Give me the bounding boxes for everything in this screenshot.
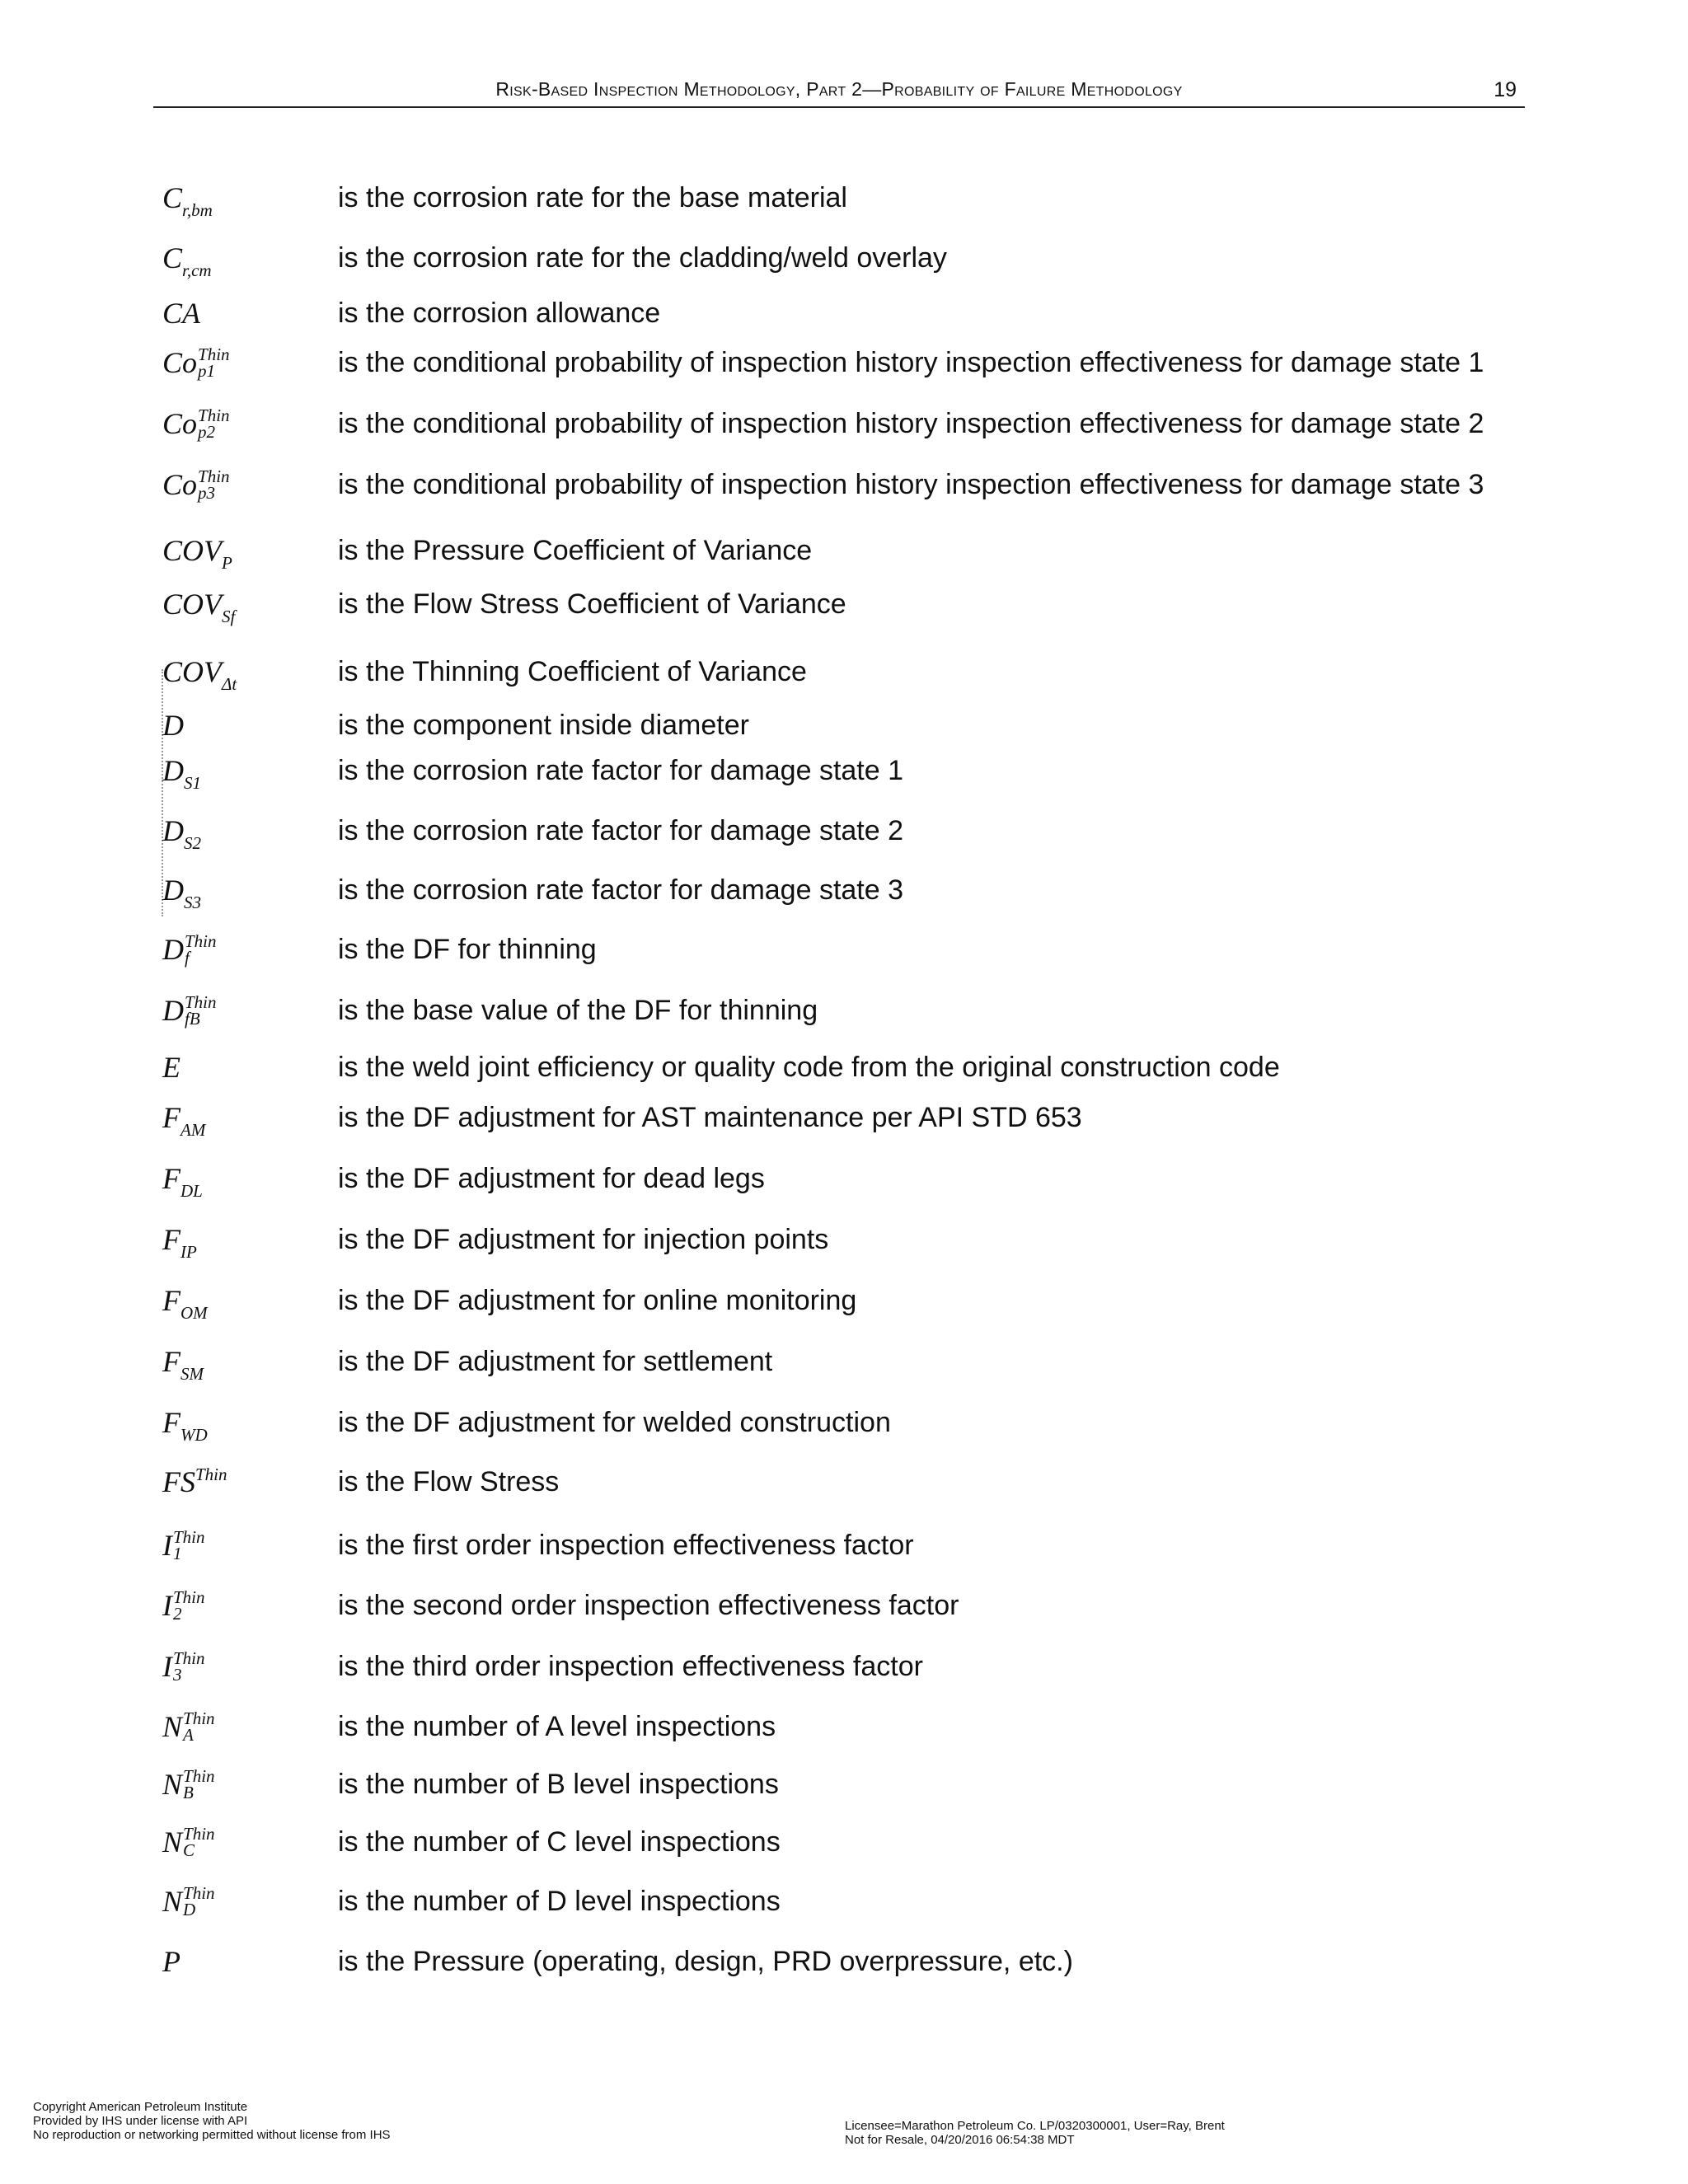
symbol-base: N	[162, 1768, 183, 1801]
symbol	[162, 701, 327, 750]
symbol-base: F	[162, 1284, 181, 1317]
definition-row	[0, 288, 1688, 338]
symbol-subscript: p1	[198, 360, 216, 381]
definition-text: is the Flow Stress Coefficient of Variance	[338, 588, 846, 620]
symbol-superscript: Thin	[173, 1647, 205, 1668]
footer-line: Provided by IHS under license with API	[33, 2114, 248, 2128]
symbol-subscript: r,cm	[182, 260, 212, 280]
definition-row	[0, 1398, 1688, 1447]
symbol	[162, 925, 327, 974]
symbol-subscript: p3	[198, 482, 216, 503]
symbol-base: D	[162, 994, 184, 1027]
symbol-base: C	[162, 181, 183, 214]
definition-text: is the conditional probability of inspection history inspection effectiveness for damage state 1	[338, 347, 1484, 378]
symbol-base: CA	[162, 297, 201, 330]
symbol	[162, 1215, 327, 1264]
symbol	[162, 1276, 327, 1325]
symbol-base: D	[162, 754, 184, 787]
symbol	[162, 1154, 327, 1203]
symbol	[162, 746, 327, 795]
footer-line: Copyright American Petroleum Institute	[33, 2100, 248, 2114]
symbol	[162, 579, 327, 629]
symbol-base: N	[162, 1710, 183, 1743]
symbol	[162, 288, 327, 338]
symbol	[162, 986, 327, 1035]
symbol-subscript: P	[222, 553, 232, 573]
symbol-base: N	[162, 1885, 183, 1918]
symbol-subscript: 1	[173, 1543, 182, 1563]
symbol-subscript: r,bm	[182, 200, 213, 220]
definition-text: is the DF adjustment for injection points	[338, 1224, 829, 1255]
symbol-scripts	[183, 1710, 215, 1743]
definition-text: is the weld joint efficiency or quality code from the original construction code	[338, 1052, 1280, 1083]
symbol-base: D	[162, 933, 184, 966]
definition-text: is the number of C level inspections	[338, 1826, 781, 1858]
definition-text: is the component inside diameter	[338, 710, 749, 741]
symbol-subscript: SM	[181, 1364, 204, 1384]
definition-text: is the Pressure (operating, design, PRD overpressure, etc.)	[338, 1946, 1073, 1977]
symbol	[162, 1093, 327, 1142]
symbol-subscript: OM	[181, 1303, 208, 1323]
symbol-subscript: Sf	[222, 607, 236, 626]
footer-line: Not for Resale, 04/20/2016 06:54:38 MDT	[845, 2133, 1075, 2147]
symbol-base: COV	[162, 534, 222, 567]
definition-text: is the base value of the DF for thinning	[338, 995, 818, 1026]
definition-row	[0, 701, 1688, 750]
symbol-subscript: fB	[185, 1008, 200, 1029]
symbol-base: F	[162, 1162, 181, 1195]
definition-row	[0, 460, 1688, 509]
symbol-subscript: D	[183, 1899, 196, 1919]
symbol-base: C	[162, 241, 183, 274]
symbol-base: Co	[162, 468, 198, 501]
definition-row	[0, 1154, 1688, 1203]
symbol-base: I	[162, 1589, 172, 1622]
page-number: 19	[1493, 78, 1517, 101]
symbol-base: F	[162, 1406, 181, 1439]
symbol	[162, 1043, 327, 1092]
symbol-subscript: IP	[181, 1242, 197, 1262]
definition-text: is the corrosion allowance	[338, 298, 661, 329]
symbol	[162, 1760, 327, 1809]
symbol	[162, 1398, 327, 1447]
symbol-scripts	[173, 1647, 205, 1685]
symbol-subscript: S2	[184, 833, 201, 853]
symbol-subscript: AM	[181, 1120, 206, 1140]
definition-text: is the conditional probability of inspection history inspection effectiveness for damage state 3	[338, 469, 1484, 500]
definition-row	[0, 806, 1688, 855]
definition-row	[0, 925, 1688, 974]
definition-row	[0, 338, 1688, 387]
symbol-scripts	[183, 1765, 215, 1802]
symbol-superscript: Thin	[198, 344, 230, 364]
symbol	[162, 338, 327, 387]
symbol	[162, 806, 327, 855]
symbol-base: E	[162, 1051, 181, 1084]
symbol-base: I	[162, 1529, 172, 1562]
symbol-base: D	[162, 874, 184, 907]
symbol	[162, 865, 327, 915]
definition-text: is the DF adjustment for welded construction	[338, 1407, 891, 1438]
definition-row	[0, 986, 1688, 1035]
definition-text: is the number of D level inspections	[338, 1886, 781, 1917]
symbol-superscript: Thin	[185, 991, 217, 1012]
definition-text: is the Thinning Coefficient of Variance	[338, 656, 807, 687]
symbol-superscript: Thin	[198, 405, 230, 425]
definition-row	[0, 746, 1688, 795]
symbol-superscript: Thin	[183, 1882, 215, 1903]
symbol	[162, 1817, 327, 1867]
definition-text: is the Flow Stress	[338, 1466, 560, 1497]
symbol-base: COV	[162, 655, 222, 688]
symbol	[162, 1702, 327, 1751]
symbol-subscript: S3	[184, 893, 201, 912]
symbol-scripts	[185, 991, 217, 1029]
definition-text: is the first order inspection effectiveness factor	[338, 1530, 914, 1561]
symbol-subscript: 2	[173, 1603, 182, 1624]
footer-line: No reproduction or networking permitted without license from IHS	[33, 2128, 391, 2142]
license-footer	[845, 2119, 1225, 2147]
running-header	[153, 78, 1525, 108]
symbol-base: I	[162, 1650, 172, 1683]
symbol-superscript: Thin	[173, 1586, 205, 1607]
symbol	[162, 1581, 327, 1630]
definition-row	[0, 579, 1688, 629]
definition-row	[0, 526, 1688, 575]
symbol-base: F	[162, 1101, 181, 1134]
definition-text: is the second order inspection effectiveness factor	[338, 1590, 959, 1621]
symbol-subscript: DL	[181, 1181, 203, 1201]
definition-row	[0, 1521, 1688, 1570]
definition-row	[0, 647, 1688, 696]
definition-row	[0, 1093, 1688, 1142]
copyright-footer	[33, 2100, 391, 2142]
symbol	[162, 1521, 327, 1570]
symbol-base: P	[162, 1945, 181, 1978]
symbol-subscript: S1	[184, 773, 201, 793]
definition-text: is the DF adjustment for AST maintenance per API STD 653	[338, 1102, 1082, 1133]
definition-row	[0, 1337, 1688, 1386]
symbol-base: Co	[162, 407, 198, 440]
definition-row	[0, 233, 1688, 283]
definition-text: is the corrosion rate for the cladding/weld overlay	[338, 242, 947, 274]
symbol	[162, 1937, 327, 1986]
symbol-scripts	[183, 1825, 215, 1858]
symbol-superscript: Thin	[183, 1708, 215, 1728]
definition-text: is the corrosion rate factor for damage state 1	[338, 755, 904, 786]
definition-row	[0, 173, 1688, 223]
symbol-subscript: p2	[198, 421, 216, 442]
symbol	[162, 233, 327, 283]
definition-text: is the number of A level inspections	[338, 1711, 776, 1742]
symbol-subscript: B	[183, 1782, 194, 1802]
definition-row	[0, 1457, 1688, 1507]
definition-row	[0, 1817, 1688, 1867]
definition-row	[0, 1877, 1688, 1926]
symbol-scripts	[173, 1586, 205, 1624]
symbol-scripts	[185, 930, 217, 968]
definition-text: is the corrosion rate for the base material	[338, 182, 847, 213]
symbol-subscript: C	[183, 1840, 195, 1860]
symbol-superscript: Thin	[183, 1765, 215, 1786]
symbol-base: COV	[162, 588, 222, 621]
symbol	[162, 1877, 327, 1926]
symbol	[162, 1337, 327, 1386]
definition-row	[0, 399, 1688, 448]
symbol-base: Co	[162, 346, 198, 379]
definition-text: is the DF for thinning	[338, 934, 597, 965]
symbol-scripts	[198, 407, 230, 440]
symbol	[162, 1457, 327, 1507]
definition-row	[0, 1581, 1688, 1630]
definition-text: is the conditional probability of inspection history inspection effectiveness for damage state 2	[338, 408, 1484, 439]
symbol-superscript: Thin	[185, 930, 217, 951]
definition-text: is the third order inspection effectiveness factor	[338, 1651, 923, 1682]
definition-text: is the DF adjustment for settlement	[338, 1346, 773, 1377]
symbol-subscript: f	[185, 947, 190, 968]
symbol-scripts	[198, 468, 230, 501]
header-title: Risk-Based Inspection Methodology, Part 2—Probability of Failure Methodology	[495, 78, 1183, 100]
definition-text: is the DF adjustment for online monitoring	[338, 1285, 857, 1316]
symbol	[162, 1642, 327, 1691]
symbol-subscript: Δt	[222, 674, 237, 694]
definition-row	[0, 865, 1688, 915]
symbol-subscript: 3	[173, 1664, 182, 1685]
symbol-superscript: Thin	[195, 1465, 227, 1484]
definition-text: is the corrosion rate factor for damage state 3	[338, 874, 904, 906]
definition-row	[0, 1043, 1688, 1092]
symbol-subscript: A	[183, 1724, 194, 1745]
symbol	[162, 647, 327, 696]
definition-row	[0, 1937, 1688, 1986]
definition-row	[0, 1760, 1688, 1809]
symbol-scripts	[183, 1882, 215, 1919]
symbol-scripts	[173, 1526, 205, 1563]
symbol	[162, 526, 327, 575]
definition-row	[0, 1215, 1688, 1264]
symbol-base: F	[162, 1223, 181, 1256]
symbol-superscript: Thin	[198, 466, 230, 486]
symbol	[162, 399, 327, 448]
definition-row	[0, 1276, 1688, 1325]
definition-text: is the Pressure Coefficient of Variance	[338, 535, 813, 566]
definition-row	[0, 1702, 1688, 1751]
symbol	[162, 460, 327, 509]
definition-text: is the number of B level inspections	[338, 1769, 779, 1800]
symbol-base: F	[162, 1345, 181, 1378]
footer-line: Licensee=Marathon Petroleum Co. LP/0320300001, User=Ray, Brent	[845, 2119, 1225, 2133]
definition-text: is the DF adjustment for dead legs	[338, 1163, 765, 1194]
symbol-subscript: WD	[181, 1425, 208, 1445]
symbol-superscript: Thin	[183, 1823, 215, 1844]
definition-row	[0, 1642, 1688, 1691]
symbol-scripts	[198, 346, 230, 379]
symbol-base: D	[162, 709, 184, 742]
definition-text: is the corrosion rate factor for damage state 2	[338, 815, 904, 846]
symbol-base: N	[162, 1825, 183, 1858]
symbol-superscript: Thin	[173, 1526, 205, 1547]
symbol-base: FS	[162, 1465, 195, 1498]
symbol	[162, 173, 327, 223]
symbol-base: D	[162, 814, 184, 847]
